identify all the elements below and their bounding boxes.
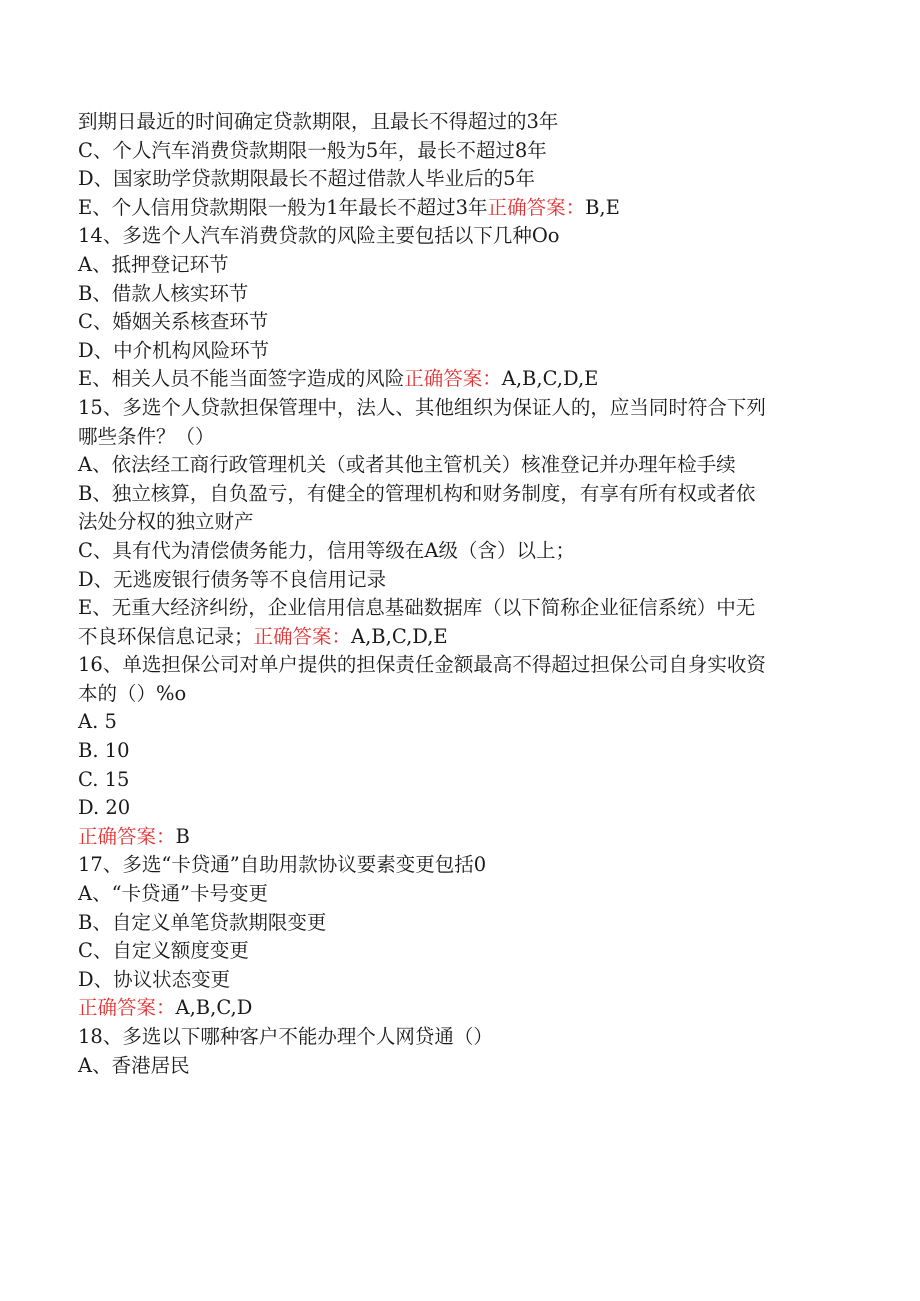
q18-stem: 18、多选以下哪种客户不能办理个人网贷通（） xyxy=(78,1025,493,1048)
q15-answer-value: A,B,C,D,E xyxy=(351,624,448,648)
q18-option-a: A、香港居民 xyxy=(78,1053,190,1077)
q14-option-c: C、婚姻关系核查环节 xyxy=(78,310,269,334)
q16-option-c: C. 15 xyxy=(78,767,130,791)
q14-option-e: E、相关人员不能当面签字造成的风险 xyxy=(78,367,405,391)
q16-stem-line2: 本的（）%o xyxy=(78,681,187,705)
q14-option-a: A、抵押登记环节 xyxy=(78,252,229,276)
q13-continuation: 到期日最近的时间确定贷款期限，且最长不得超过的3年 xyxy=(78,110,559,133)
q17-option-c: C、自定义额度变更 xyxy=(78,939,249,963)
q16-answer-label: 正确答案： xyxy=(78,824,176,848)
q16-option-a: A. 5 xyxy=(78,710,117,734)
q15-option-d: D、无逃废银行债务等不良信用记录 xyxy=(78,567,387,591)
q17-answer-row xyxy=(78,994,838,1023)
q15-stem-line2: 哪些条件？（） xyxy=(78,424,215,448)
q13-answer-label: 正确答案： xyxy=(487,195,586,219)
q14-option-b: B、借款人核实环节 xyxy=(78,281,249,305)
q17-answer-value: A,B,C,D xyxy=(175,996,253,1020)
q15-option-e-row xyxy=(78,623,838,652)
q15-option-b-line2: 法处分权的独立财产 xyxy=(78,510,254,534)
q13-option-e-row xyxy=(78,194,838,223)
q14-option-e-row xyxy=(78,365,838,394)
q17-answer-label: 正确答案： xyxy=(78,996,176,1020)
q15-option-a: A、依法经工商行政管理机关（或者其他主管机关）核准登记并办理年检手续 xyxy=(78,453,736,477)
q14-answer-value: A,B,C,D,E xyxy=(501,367,599,391)
q14-answer-label: 正确答案： xyxy=(404,367,502,391)
q15-option-c: C、具有代为清偿债务能力，信用等级在A级（含）以上； xyxy=(78,538,576,562)
q15-stem-line1: 15、多选个人贷款担保管理中，法人、其他组织为保证人的，应当同时符合下列 xyxy=(78,395,766,419)
q16-option-d: D. 20 xyxy=(78,796,131,820)
q17-option-a: A、“卡贷通”卡号变更 xyxy=(78,882,269,906)
q17-option-d: D、协议状态变更 xyxy=(78,967,231,991)
q15-option-e-line2: 不良环保信息记录； xyxy=(78,624,254,648)
q16-stem-line1: 16、单选担保公司对单户提供的担保责任金额最高不得超过担保公司自身实收资 xyxy=(78,653,766,677)
q16-option-b: B. 10 xyxy=(78,739,130,763)
q17-option-b: B、自定义单笔贷款期限变更 xyxy=(78,910,327,934)
q16-answer-value: B xyxy=(175,824,190,848)
q14-stem: 14、多选个人汽车消费贷款的风险主要包括以下几种Oo xyxy=(78,224,560,248)
q13-answer-value: B,E xyxy=(585,195,620,219)
q13-option-e: E、个人信用贷款期限一般为1年最长不超过3年 xyxy=(78,195,488,219)
q13-option-c: C、个人汽车消费贷款期限一般为5年，最长不超过8年 xyxy=(78,138,547,162)
q15-option-e-line1: E、无重大经济纠纷，企业信用信息基础数据库（以下简称企业征信系统）中无 xyxy=(78,596,756,620)
q15-option-b-line1: B、独立核算，自负盈亏，有健全的管理机构和财务制度，有享有所有权或者依 xyxy=(78,481,756,505)
q16-answer-row xyxy=(78,823,838,852)
q13-option-d: D、国家助学贷款期限最长不超过借款人毕业后的5年 xyxy=(78,167,536,191)
q17-stem: 17、多选“卡贷通”自助用款协议要素变更包括0 xyxy=(78,853,487,877)
q15-answer-label: 正确答案： xyxy=(253,624,352,648)
q14-option-d: D、中介机构风险环节 xyxy=(78,338,270,362)
document-page xyxy=(78,108,838,1080)
